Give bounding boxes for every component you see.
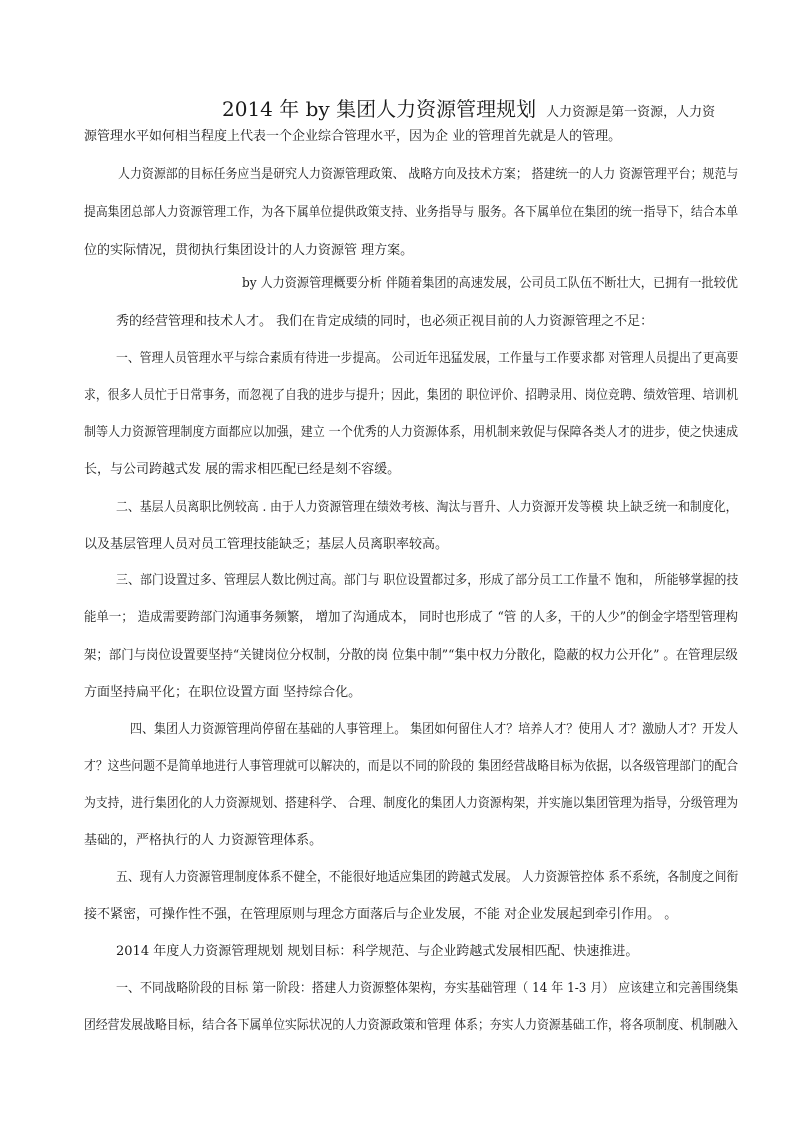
- paragraph-line: 位的实际情况，贯彻执行集团设计的人力资源管 理方案。: [84, 243, 414, 258]
- paragraph-line: 二、基层人员离职比例较高 . 由于人力资源管理在绩效考核、淘汰与晋升、人力资源开发等模 块上缺乏统一和制度化，: [116, 500, 738, 515]
- paragraph-line: 提高集团总部人力资源管理工作，为各下属单位提供政策支持、业务指导与 服务。各下属单位在集团的统一指导下，结合本单: [84, 205, 739, 220]
- paragraph-line: 长，与公司跨越式发 展的需求相匹配已经是刻不容缓。: [84, 462, 401, 477]
- paragraph-line: 架；部门与岗位设置要坚持“关键岗位分权制，分散的岗 位集中制”“集中权力分散化，隐蔽的权力公开化” 。在管理层级: [84, 648, 738, 663]
- paragraph-line: 才？这些问题不是简单地进行人事管理就可以解决的，而是以不同的阶段的 集团经营战略目标为依据，以各级管理部门的配合: [84, 759, 739, 774]
- paragraph-line: 接不紧密，可操作性不强，在管理原则与理念方面落后与企业发展，不能 对企业发展起到牵引作用。 。: [84, 907, 678, 922]
- paragraph-line: 求，很多人员忙于日常事务，而忽视了自我的进步与提升；因此，集团的 职位评价、招聘录用、岗位竞聘、绩效管理、培训机: [84, 388, 739, 403]
- document-title: 2014 年 by 集团人力资源管理规划: [222, 97, 537, 121]
- paragraph-line: 一、管理人员管理水平与综合素质有待进一步提高。 公司近年迅猛发展，工作量与工作要求都 对管理人员提出了更高要: [116, 351, 739, 366]
- paragraph-line: 人力资源是第一资源，人力资: [546, 105, 716, 120]
- paragraph-line: 以及基层管理人员对员工管理技能缺乏；基层人员离职率较高。: [84, 537, 449, 552]
- paragraph-line: 源管理水平如何相当程度上代表一个企业综合管理水平，因为企 业的管理首先就是人的管理。: [84, 129, 622, 144]
- paragraph-line: 四、集团人力资源管理尚停留在基础的人事管理上。 集团如何留住人才？培养人才？使用人 才？激励人才？开发人: [130, 722, 739, 737]
- paragraph-line: 制等人力资源管理制度方面都应以加强，建立 一个优秀的人力资源体系，用机制来敦促与保障各类人才的进步，使之快速成: [84, 425, 739, 440]
- paragraph-line: 秀的经营管理和技术人才。 我们在肯定成绩的同时，也必须正视目前的人力资源管理之不足：: [116, 314, 654, 329]
- paragraph-line: 三、部门设置过多、管理层人数比例过高。部门与 职位设置都过多，形成了部分员工工作量不 饱和， 所能够掌握的技: [116, 573, 739, 588]
- paragraph-line: 基础的，严格执行的人 力资源管理体系。: [84, 833, 323, 848]
- paragraph-line: 能单一； 造成需要跨部门沟通事务频繁， 增加了沟通成本， 同时也形成了 “管 的人多，干的人少”的倒金字塔型管理构: [84, 610, 738, 625]
- document-title-line: [222, 96, 715, 126]
- paragraph-line: 方面坚持扁平化；在职位设置方面 坚持综合化。: [84, 685, 362, 700]
- paragraph-line: 团经营发展战略目标，结合各下属单位实际状况的人力资源政策和管理 体系；夯实人力资源基础工作，将各项制度、机制融入: [84, 1018, 739, 1033]
- paragraph-line: 人力资源部的目标任务应当是研究人力资源管理政策、 战略方向及技术方案； 搭建统一的人力 资源管理平台；规范与: [118, 167, 739, 182]
- paragraph-line: 一、不同战略阶段的目标 第一阶段：搭建人力资源整体架构，夯实基础管理（ 14 年 1-3 月） 应该建立和完善围绕集: [116, 981, 739, 996]
- paragraph-line: 为支持，进行集团化的人力资源规划、搭建科学、 合理、制度化的集团人力资源构架，并实施以集团管理为指导，分级管理为: [84, 796, 739, 811]
- paragraph-line: 五、现有人力资源管理制度体系不健全，不能很好地适应集团的跨越式发展。 人力资源管控体 系不系统，各制度之间衔: [116, 870, 739, 885]
- paragraph-line: by 人力资源管理概要分析 伴随着集团的高速发展，公司员工队伍不断壮大，已拥有一批较优: [242, 276, 738, 291]
- paragraph-line: 2014 年度人力资源管理规划 规划目标：科学规范、与企业跨越式发展相匹配、快速推进。: [116, 944, 639, 959]
